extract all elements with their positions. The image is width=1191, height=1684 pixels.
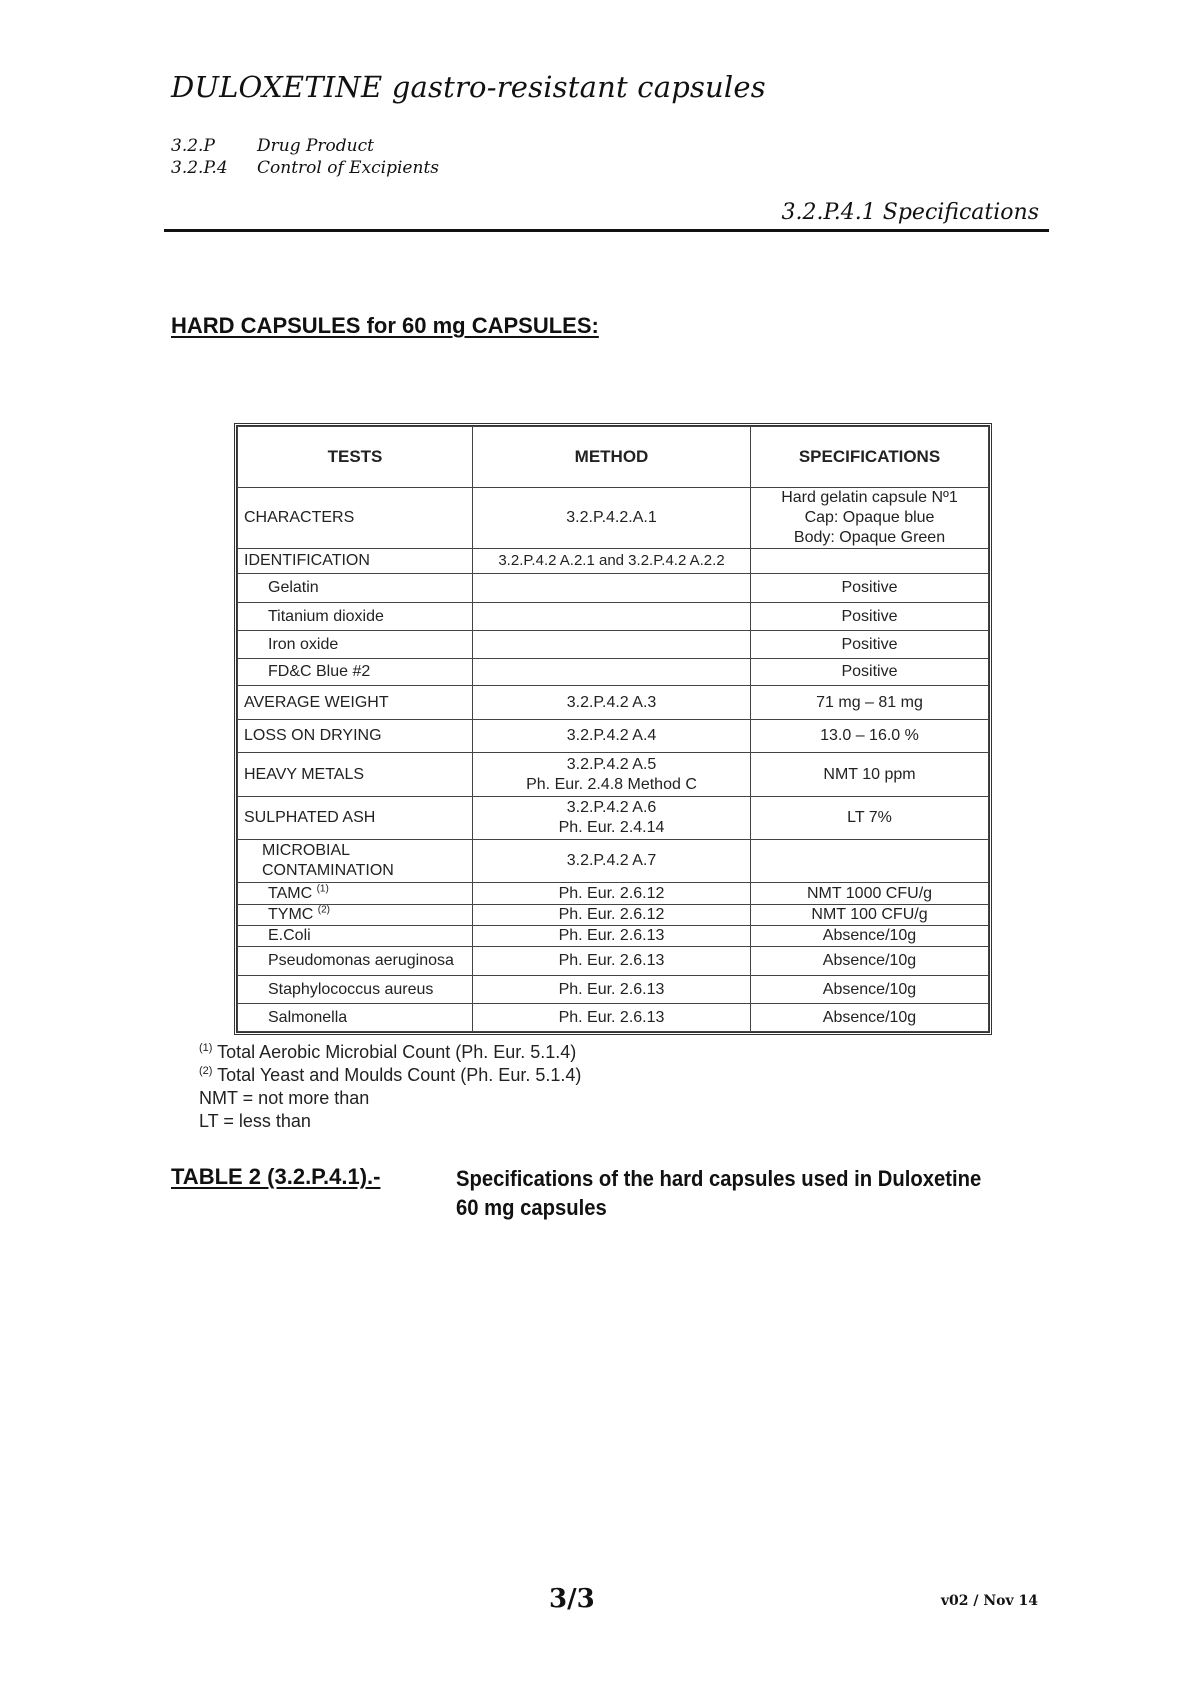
spec-cell	[751, 549, 989, 574]
section-label: Drug Product	[257, 136, 374, 156]
spec-line: Hard gelatin capsule Nº1	[781, 489, 958, 506]
spec-cell	[751, 488, 989, 549]
spec-line: Cap: Opaque blue	[804, 509, 935, 526]
method-cell: Ph. Eur. 2.6.12	[473, 905, 751, 926]
table-row	[238, 797, 989, 840]
test-cell: Titanium dioxide	[238, 603, 473, 631]
test-cell	[238, 883, 473, 905]
table-row	[238, 883, 989, 905]
footnote-marker: (1)	[199, 1042, 213, 1054]
method-cell: Ph. Eur. 2.6.13	[473, 1004, 751, 1032]
method-cell: Ph. Eur. 2.6.12	[473, 883, 751, 905]
spec-cell: NMT 1000 CFU/g	[751, 883, 989, 905]
test-cell: E.Coli	[238, 926, 473, 947]
column-header-tests: TESTS	[238, 427, 473, 488]
method-line: 3.2.P.4.2 A.6	[566, 799, 657, 816]
table-row	[238, 631, 989, 659]
section-number: 3.2.P.4	[171, 158, 228, 178]
method-cell: Ph. Eur. 2.6.13	[473, 976, 751, 1004]
test-cell: Salmonella	[238, 1004, 473, 1032]
section-label: Control of Excipients	[257, 158, 439, 178]
footnote-line	[199, 1041, 581, 1064]
table-row	[238, 603, 989, 631]
method-cell: Ph. Eur. 2.6.13	[473, 947, 751, 976]
table-footnotes	[199, 1041, 581, 1133]
method-cell: 3.2.P.4.2 A.7	[473, 840, 751, 883]
method-cell	[473, 797, 751, 840]
spec-cell: Absence/10g	[751, 926, 989, 947]
subsection-heading: 3.2.P.4.1 Specifications	[781, 200, 1039, 225]
footnote-marker: (1)	[316, 883, 329, 895]
table-row	[238, 659, 989, 686]
test-cell: SULPHATED ASH	[238, 797, 473, 840]
column-header-method: METHOD	[473, 427, 751, 488]
footnote-text: LT = less than	[199, 1111, 311, 1131]
footnote-text: Total Yeast and Moulds Count (Ph. Eur. 5.1.4)	[212, 1065, 582, 1085]
test-label: TAMC	[268, 884, 313, 902]
test-cell: Iron oxide	[238, 631, 473, 659]
method-line: Ph. Eur. 2.4.8 Method C	[526, 775, 697, 793]
section-line-control-of-excipients	[171, 158, 439, 178]
spec-cell: Positive	[751, 603, 989, 631]
method-cell: 3.2.P.4.2 A.2.1 and 3.2.P.4.2 A.2.2	[473, 549, 751, 574]
table-row	[238, 574, 989, 603]
test-cell: Pseudomonas aeruginosa	[238, 947, 473, 976]
header-divider	[164, 229, 1049, 232]
spec-line: Body: Opaque Green	[793, 529, 946, 546]
test-cell: IDENTIFICATION	[238, 549, 473, 574]
test-label: TYMC	[268, 906, 314, 923]
footnote-line	[199, 1110, 581, 1133]
spec-cell: 71 mg – 81 mg	[751, 686, 989, 720]
footnote-marker: (2)	[199, 1065, 213, 1077]
footnote-line	[199, 1064, 581, 1087]
method-cell: 3.2.P.4.2 A.4	[473, 720, 751, 753]
footnote-line	[199, 1087, 581, 1110]
table-row	[238, 840, 989, 883]
column-header-specifications: SPECIFICATIONS	[751, 427, 989, 488]
section-line-drug-product	[171, 136, 374, 156]
method-cell: 3.2.P.4.2 A.3	[473, 686, 751, 720]
document-version: v02 / Nov 14	[940, 1593, 1038, 1609]
test-cell: CHARACTERS	[238, 488, 473, 549]
table-row	[238, 976, 989, 1004]
spec-cell: Positive	[751, 631, 989, 659]
test-line: MICROBIAL	[262, 842, 351, 859]
spec-cell	[751, 840, 989, 883]
spec-cell: 13.0 – 16.0 %	[751, 720, 989, 753]
section-number: 3.2.P	[171, 136, 215, 156]
table-caption-label: TABLE 2 (3.2.P.4.1).-	[171, 1164, 381, 1189]
table-row	[238, 720, 989, 753]
test-cell	[238, 840, 473, 883]
method-cell: 3.2.P.4.2.A.1	[473, 488, 751, 549]
footnote-text: NMT = not more than	[199, 1088, 370, 1108]
test-cell	[238, 905, 473, 926]
test-cell: FD&C Blue #2	[238, 659, 473, 686]
method-line: 3.2.P.4.2 A.5	[566, 755, 657, 773]
method-line: Ph. Eur. 2.4.14	[558, 819, 665, 836]
table-row	[238, 549, 989, 574]
page-heading: HARD CAPSULES for 60 mg CAPSULES:	[171, 313, 599, 338]
method-cell	[473, 631, 751, 659]
spec-cell: Absence/10g	[751, 976, 989, 1004]
table-row	[238, 686, 989, 720]
footnote-marker: (2)	[317, 904, 331, 916]
table-caption-text: Specifications of the hard capsules used in Duloxetine 60 mg capsules	[456, 1166, 982, 1220]
specifications-table	[237, 426, 989, 1032]
spec-cell: NMT 10 ppm	[751, 753, 989, 797]
footnote-text: Total Aerobic Microbial Count (Ph. Eur. 5.1.4)	[212, 1042, 577, 1062]
document-title: DULOXETINE gastro-resistant capsules	[171, 70, 766, 104]
table-row	[238, 905, 989, 926]
method-cell	[473, 753, 751, 797]
spec-cell: NMT 100 CFU/g	[751, 905, 989, 926]
method-cell	[473, 574, 751, 603]
specifications-table-frame	[234, 423, 992, 1035]
spec-cell: Absence/10g	[751, 947, 989, 976]
method-cell: Ph. Eur. 2.6.13	[473, 926, 751, 947]
test-cell: AVERAGE WEIGHT	[238, 686, 473, 720]
test-cell: HEAVY METALS	[238, 753, 473, 797]
spec-cell: Positive	[751, 574, 989, 603]
test-cell: LOSS ON DRYING	[238, 720, 473, 753]
page-number: 3/3	[549, 1584, 595, 1614]
table-row	[238, 1004, 989, 1032]
test-cell: Gelatin	[238, 574, 473, 603]
table-header-row	[238, 427, 989, 488]
table-row	[238, 488, 989, 549]
table-row	[238, 753, 989, 797]
spec-cell: LT 7%	[751, 797, 989, 840]
test-cell: Staphylococcus aureus	[238, 976, 473, 1004]
method-cell	[473, 603, 751, 631]
table-row	[238, 926, 989, 947]
spec-cell: Absence/10g	[751, 1004, 989, 1032]
test-line: CONTAMINATION	[262, 862, 394, 879]
method-cell	[473, 659, 751, 686]
table-row	[238, 947, 989, 976]
spec-cell: Positive	[751, 659, 989, 686]
